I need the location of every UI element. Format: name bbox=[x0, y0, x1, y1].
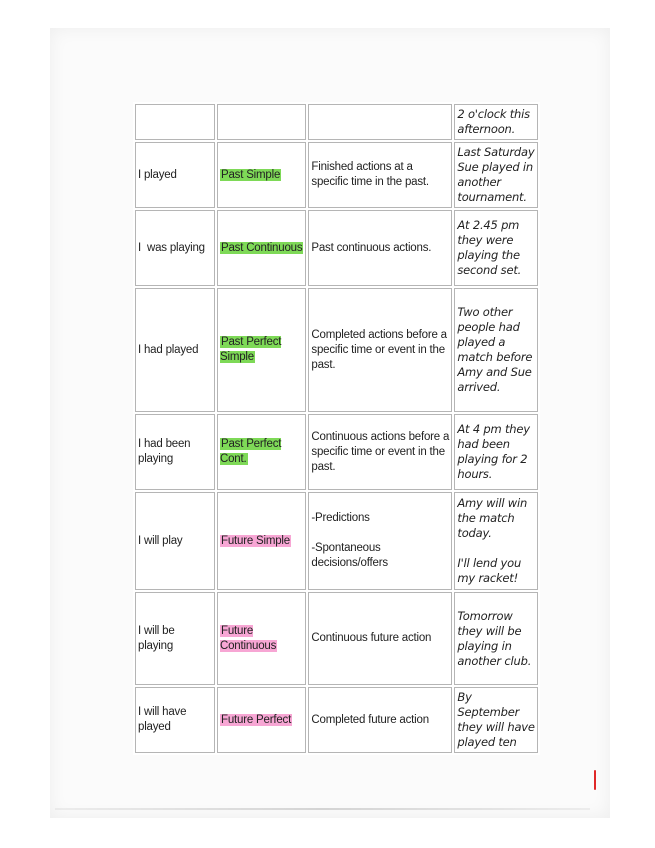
example-cell: Tomorrow they will be playing in another club. bbox=[454, 592, 538, 685]
use-cell: Continuous future action bbox=[308, 592, 452, 685]
tense-label: Future Simple bbox=[221, 534, 290, 547]
form-cell bbox=[135, 104, 215, 140]
form-cell: I played bbox=[135, 142, 215, 208]
table-row bbox=[135, 492, 538, 590]
tense-label: Past Perfect Cont. bbox=[220, 438, 282, 465]
page-edge-shadow bbox=[55, 808, 590, 810]
tense-cell bbox=[217, 492, 306, 590]
example-cell: Two other people had played a match before Amy and Sue arrived. bbox=[454, 288, 538, 412]
tense-cell bbox=[217, 288, 306, 412]
use-cell: Completed future action bbox=[308, 687, 452, 753]
form-cell: I will be playing bbox=[135, 592, 215, 685]
table-row bbox=[135, 104, 538, 140]
red-pen-mark bbox=[594, 770, 596, 790]
example-cell: At 2.45 pm they were playing the second set. bbox=[454, 210, 538, 286]
tense-cell bbox=[217, 142, 306, 208]
use-cell: Continuous actions before a specific time or event in the past. bbox=[308, 414, 452, 490]
table-row bbox=[135, 288, 538, 412]
form-cell: I will play bbox=[135, 492, 215, 590]
example-cell: Amy will win the match today. I'll lend you my racket! bbox=[454, 492, 538, 590]
table-row bbox=[135, 687, 538, 753]
example-cell: At 4 pm they had been playing for 2 hours. bbox=[454, 414, 538, 490]
table-row bbox=[135, 414, 538, 490]
form-cell: I had been playing bbox=[135, 414, 215, 490]
tense-cell bbox=[217, 210, 306, 286]
example-cell: 2 o'clock this afternoon. bbox=[454, 104, 538, 140]
table-row bbox=[135, 210, 538, 286]
tense-table bbox=[133, 102, 540, 755]
example-cell: By September they will have played ten bbox=[454, 687, 538, 753]
use-cell: -Predictions -Spontaneous decisions/offers bbox=[308, 492, 452, 590]
tense-label: Past Perfect Simple bbox=[220, 336, 282, 363]
tense-cell bbox=[217, 104, 306, 140]
tense-label: Past Simple bbox=[221, 168, 281, 181]
tense-label: Future Perfect bbox=[221, 713, 292, 726]
form-cell: I was playing bbox=[135, 210, 215, 286]
form-cell: I had played bbox=[135, 288, 215, 412]
table-row bbox=[135, 142, 538, 208]
use-cell: Completed actions before a specific time or event in the past. bbox=[308, 288, 452, 412]
tense-cell bbox=[217, 687, 306, 753]
use-cell: Past continuous actions. bbox=[308, 210, 452, 286]
tense-label: Future Continuous bbox=[220, 624, 277, 652]
table-row bbox=[135, 592, 538, 685]
use-cell: Finished actions at a specific time in the past. bbox=[308, 142, 452, 208]
form-cell: I will have played bbox=[135, 687, 215, 753]
tense-cell bbox=[217, 592, 306, 685]
tense-label: Past Continuous bbox=[221, 241, 303, 254]
example-cell: Last Saturday Sue played in another tournament. bbox=[454, 142, 538, 208]
use-cell bbox=[308, 104, 452, 140]
tense-cell bbox=[217, 414, 306, 490]
